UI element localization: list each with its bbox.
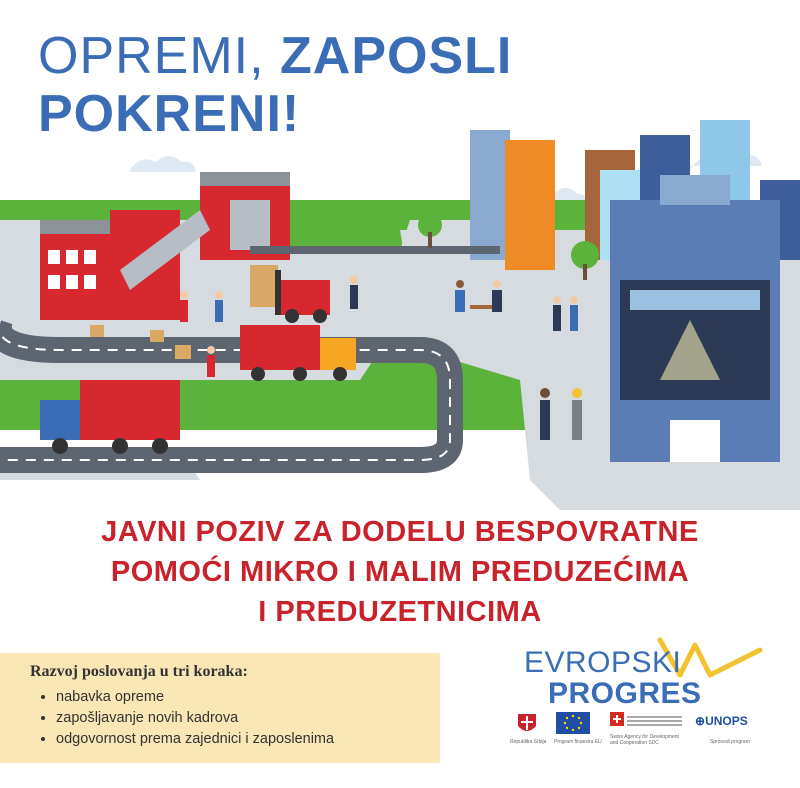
list-item: • nabavka opreme	[56, 687, 440, 708]
evropski-progres-logo	[520, 630, 790, 710]
unops-logo	[695, 714, 748, 728]
industry-illustration	[0, 120, 800, 510]
headline-part2: ZAPOSLI	[280, 27, 513, 85]
steps-box	[0, 653, 440, 763]
unops-text: UNOPS	[705, 714, 748, 728]
logo-text-top: EVROPSKI	[524, 646, 682, 679]
un-emblem-icon: ⊕	[695, 714, 706, 728]
logo-text-bottom: PROGRES	[548, 677, 702, 710]
caption-eu: Program finansira EU	[554, 739, 602, 745]
call-line-1: JAVNI POZIV ZA DODELU BESPOVRATNE	[101, 516, 699, 548]
list-item: • odgovornost prema zajednici i zaposlenima	[56, 729, 440, 750]
eu-flag-icon	[556, 712, 590, 734]
office-building	[610, 175, 780, 462]
caption-serbia: Republika Srbija	[510, 739, 547, 745]
headline-part1: OPREMI,	[38, 27, 265, 85]
headline-part3: POKRENI!	[38, 85, 301, 143]
partner-logos	[510, 712, 800, 752]
swiss-flag-icon	[610, 712, 624, 726]
list-item: • zapošljavanje novih kadrova	[56, 708, 440, 729]
caption-swiss: Swiss Agency for Development and Cooperation SDC	[610, 734, 679, 746]
call-title	[0, 512, 800, 632]
caption-unops: Sprovodi program	[710, 739, 750, 745]
call-line-2: POMOĆI MIKRO I MALIM PREDUZEĆIMA	[110, 556, 690, 588]
steps-title: Razvoj poslovanja u tri koraka:	[30, 663, 248, 680]
call-line-3: I PREDUZETNICIMA	[258, 596, 542, 628]
serbia-coat-of-arms-icon	[516, 712, 538, 736]
steps-list	[30, 687, 440, 750]
